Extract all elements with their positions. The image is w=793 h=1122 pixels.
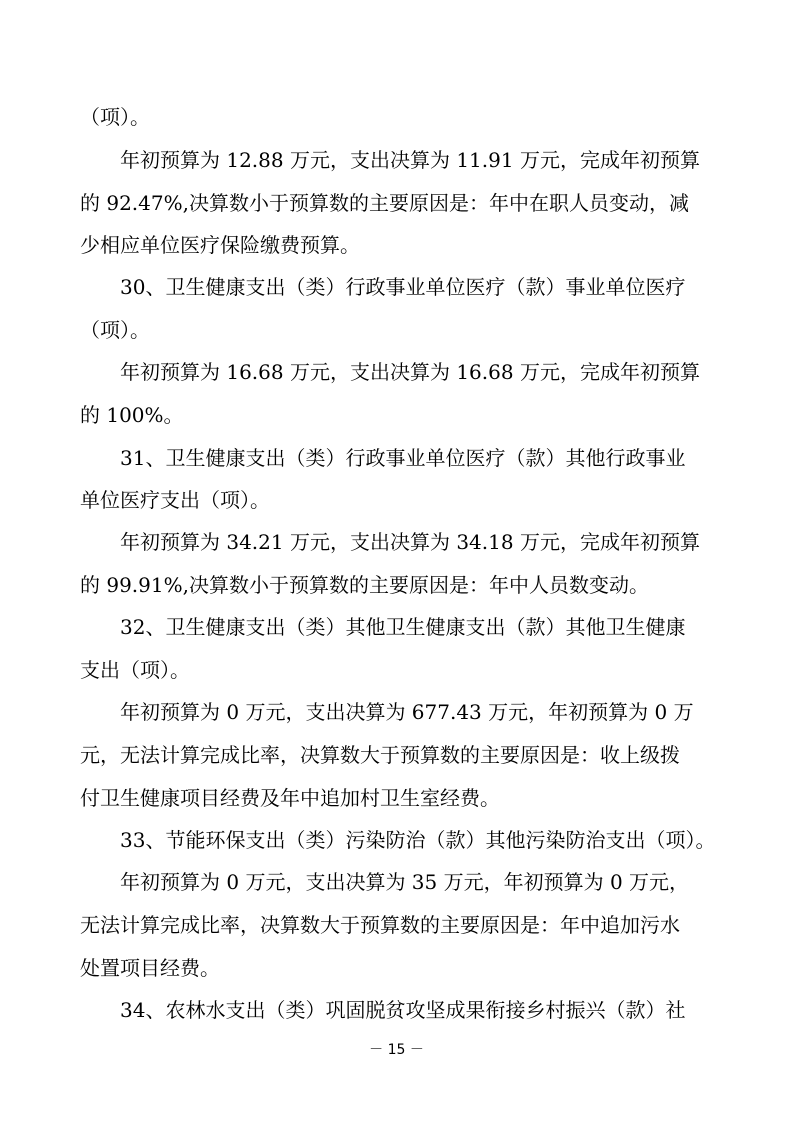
text-line: 年初预算为 0 万元，支出决算为 35 万元，年初预算为 0 万元， — [120, 870, 690, 894]
text-line: （项）。 — [80, 318, 150, 342]
text-line: 单位医疗支出（项）。 — [80, 488, 270, 512]
text-line: 年初预算为 0 万元，支出决算为 677.43 万元，年初预算为 0 万 — [120, 700, 694, 724]
text-line: 付卫生健康项目经费及年中追加村卫生室经费。 — [80, 786, 500, 810]
text-line: 元，无法计算完成比率，决算数大于预算数的主要原因是：收上级拨 — [80, 743, 680, 767]
text-line: 年初预算为 16.68 万元，支出决算为 16.68 万元，完成年初预算 — [120, 360, 700, 384]
text-line: 的 100%。 — [80, 403, 184, 427]
page-number: － 15 － — [369, 1042, 424, 1058]
text-line: 33、节能环保支出（类）污染防治（款）其他污染防治支出（项）。 — [120, 828, 716, 852]
text-line: 年初预算为 34.21 万元，支出决算为 34.18 万元，完成年初预算 — [120, 530, 700, 554]
text-line: 的 92.47%,决算数小于预算数的主要原因是：年中在职人员变动，减 — [80, 191, 689, 215]
text-line: 32、卫生健康支出（类）其他卫生健康支出（款）其他卫生健康 — [120, 615, 686, 639]
text-line: 34、农林水支出（类）巩固脱贫攻坚成果衔接乡村振兴（款）社 — [120, 998, 686, 1022]
text-line: 年初预算为 12.88 万元，支出决算为 11.91 万元，完成年初预算 — [120, 148, 700, 172]
text-line: 的 99.91%,决算数小于预算数的主要原因是：年中人员数变动。 — [80, 573, 649, 597]
text-line: 处置项目经费。 — [80, 956, 220, 980]
text-line: （项）。 — [80, 105, 150, 129]
text-line: 支出（项）。 — [80, 658, 190, 682]
text-line: 31、卫生健康支出（类）行政事业单位医疗（款）其他行政事业 — [120, 446, 686, 470]
text-line: 30、卫生健康支出（类）行政事业单位医疗（款）事业单位医疗 — [120, 275, 686, 299]
text-line: 少相应单位医疗保险缴费预算。 — [80, 233, 360, 257]
text-line: 无法计算完成比率，决算数大于预算数的主要原因是：年中追加污水 — [80, 913, 680, 937]
